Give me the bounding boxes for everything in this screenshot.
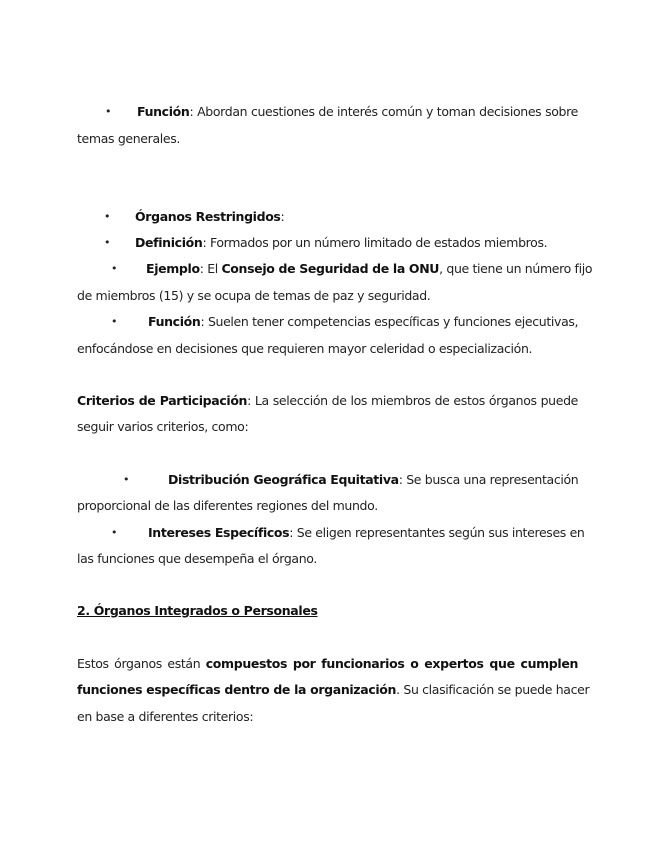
- ejemplo-line1: Ejemplo: El Consejo de Seguridad de la ONU, que tiene un número fijo: [146, 261, 593, 276]
- bullet-marker: •: [111, 262, 118, 275]
- bullet-marker: •: [105, 105, 112, 118]
- funcion-restringidos-line1: Función: Suelen tener competencias específicas y funciones ejecutivas,: [148, 314, 579, 329]
- section2-p-line2: funciones específicas dentro de la organización. Su clasificación se puede hacer: [77, 682, 590, 697]
- bullet-marker: •: [111, 526, 118, 539]
- funcion-general-line1: Función: Abordan cuestiones de interés común y toman decisiones sobre: [137, 104, 578, 119]
- funcion-general-line2: temas generales.: [77, 131, 180, 146]
- bullet-marker: •: [104, 236, 111, 249]
- bullet-marker: •: [111, 315, 118, 328]
- restringidos-title: Órganos Restringidos:: [135, 209, 285, 224]
- geo-line2: proporcional de las diferentes regiones del mundo.: [77, 498, 378, 513]
- section2-p-line1: Estos órganos están compuestos por funcionarios o expertos que cumplen: [77, 656, 579, 671]
- bullet-marker: •: [104, 210, 111, 223]
- funcion-restringidos-line2: enfocándose en decisiones que requieren mayor celeridad o especialización.: [77, 341, 533, 356]
- intereses-line1: Intereses Específicos: Se eligen representantes según sus intereses en: [148, 525, 585, 540]
- criterios-line2: seguir varios criterios, como:: [77, 419, 249, 434]
- bullet-marker: •: [123, 473, 130, 486]
- section2-p-line3: en base a diferentes criterios:: [77, 709, 254, 724]
- section2-heading: 2. Órganos Integrados o Personales: [77, 603, 318, 618]
- definicion-line: Definición: Formados por un número limitado de estados miembros.: [135, 235, 548, 250]
- criterios-line1: Criterios de Participación: La selección de los miembros de estos órganos puede: [77, 393, 578, 408]
- ejemplo-line2: de miembros (15) y se ocupa de temas de paz y seguridad.: [77, 288, 431, 303]
- geo-line1: Distribución Geográfica Equitativa: Se busca una representación: [168, 472, 579, 487]
- intereses-line2: las funciones que desempeña el órgano.: [77, 551, 317, 566]
